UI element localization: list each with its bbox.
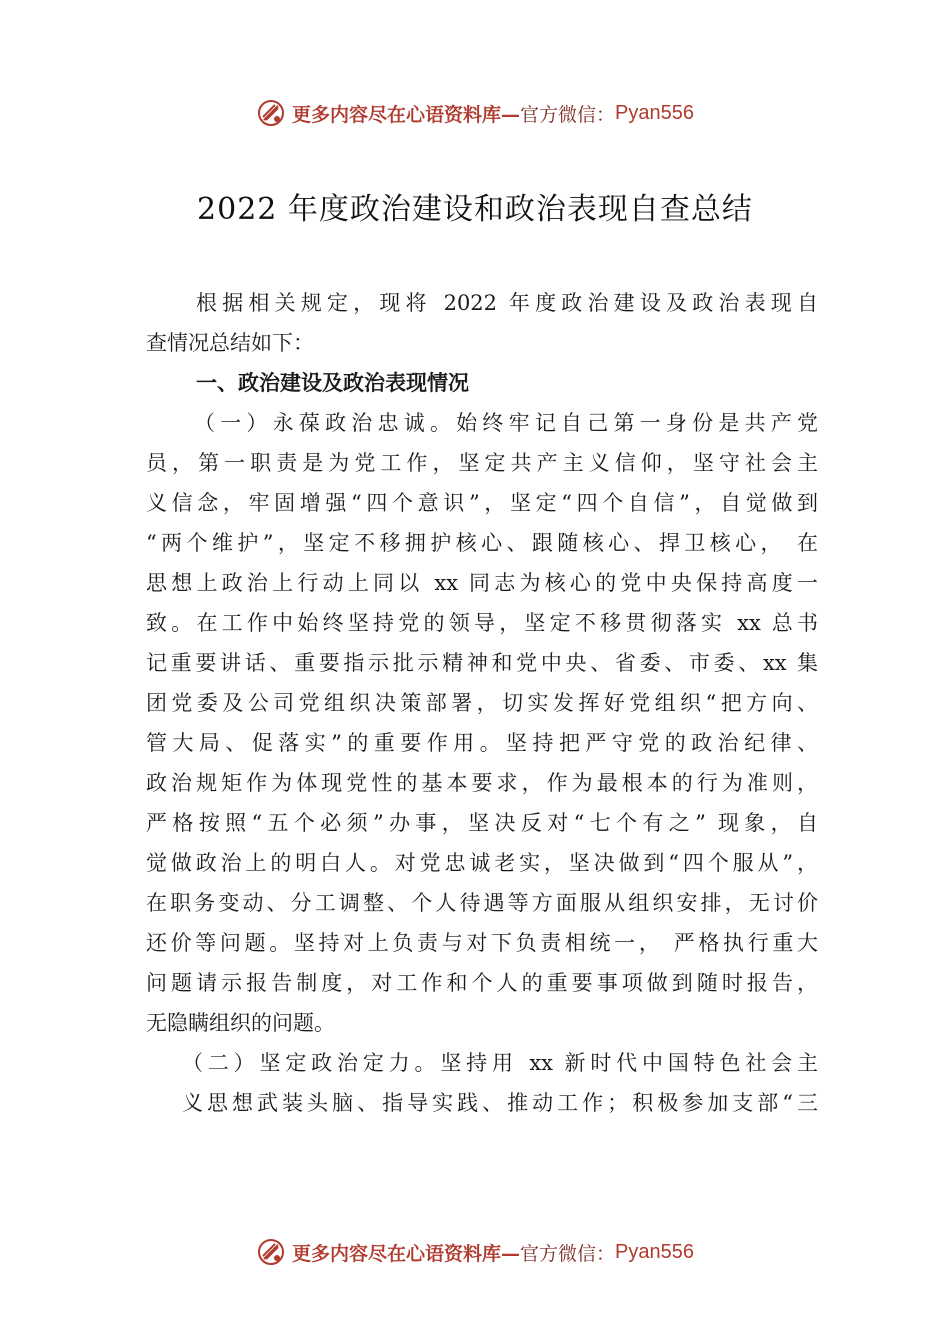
paragraph-line: 根据相关规定，现将 2022 年度政治建设及政治表现自: [196, 291, 818, 315]
banner-text: 更多内容尽在心语资料库—: [292, 1242, 521, 1265]
paragraph-line: （二）坚定政治定力。坚持用 xx 新时代中国特色社会主: [182, 1051, 818, 1075]
section-heading: 一、政治建设及政治表现情况: [196, 371, 469, 395]
paragraph-line: 在职务变动、分工调整、个人待遇等方面服从组织安排，无讨价: [146, 891, 818, 915]
banner-wechat-label: 官方微信：: [520, 103, 616, 126]
paragraph-line: 义信念，牢固增强“四个意识”，坚定“四个自信”，自觉做到: [146, 491, 818, 515]
paragraph-line: 觉做政治上的明白人。对党忠诚老实，坚决做到“四个服从”，: [146, 851, 818, 875]
footer-banner: [0, 1232, 950, 1272]
paragraph-line: 查情况总结如下：: [146, 331, 314, 355]
pen-seal-logo-icon: [256, 98, 286, 128]
paragraph-line: 致。在工作中始终坚持党的领导，坚定不移贯彻落实 xx 总书: [146, 611, 818, 635]
document-body: [146, 283, 818, 1123]
paragraph-line: 员，第一职责是为党工作，坚定共产主义信仰，坚守社会主: [146, 451, 818, 475]
paragraph-line: 义思想武装头脑、指导实践、推动工作；积极参加支部“三: [182, 1091, 818, 1115]
paragraph-line: （一）永葆政治忠诚。始终牢记自己第一身份是共产党: [194, 411, 818, 435]
document-title: 2022 年度政治建设和政治表现自查总结: [197, 192, 753, 227]
paragraph-line: 无隐瞒组织的问题。: [146, 1011, 335, 1035]
paragraph-line: 严格按照“五个必须”办事，坚决反对“七个有之” 现象，自: [146, 811, 818, 835]
pen-seal-logo-icon: [256, 1237, 286, 1267]
banner-wechat-id: Pyan556: [615, 1240, 694, 1263]
paragraph-line: 团党委及公司党组织决策部署，切实发挥好党组织“把方向、: [146, 691, 818, 715]
banner-wechat-id: Pyan556: [615, 101, 694, 124]
paragraph-line: 管大局、促落实”的重要作用。坚持把严守党的政治纪律、: [146, 731, 818, 755]
paragraph-line: 还价等问题。坚持对上负责与对下负责相统一， 严格执行重大: [146, 931, 818, 955]
paragraph-line: “两个维护”，坚定不移拥护核心、跟随核心、捍卫核心， 在: [146, 531, 818, 555]
paragraph-line: 问题请示报告制度，对工作和个人的重要事项做到随时报告，: [146, 971, 818, 995]
banner-wechat-label: 官方微信：: [520, 1242, 616, 1265]
paragraph-line: 政治规矩作为体现党性的基本要求，作为最根本的行为准则，: [146, 771, 818, 795]
banner-text: 更多内容尽在心语资料库—: [292, 103, 521, 126]
paragraph-line: 思想上政治上行动上同以 xx 同志为核心的党中央保持高度一: [146, 571, 818, 595]
paragraph-line: 记重要讲话、重要指示批示精神和党中央、省委、市委、xx 集: [146, 651, 819, 675]
header-banner: [0, 93, 950, 133]
